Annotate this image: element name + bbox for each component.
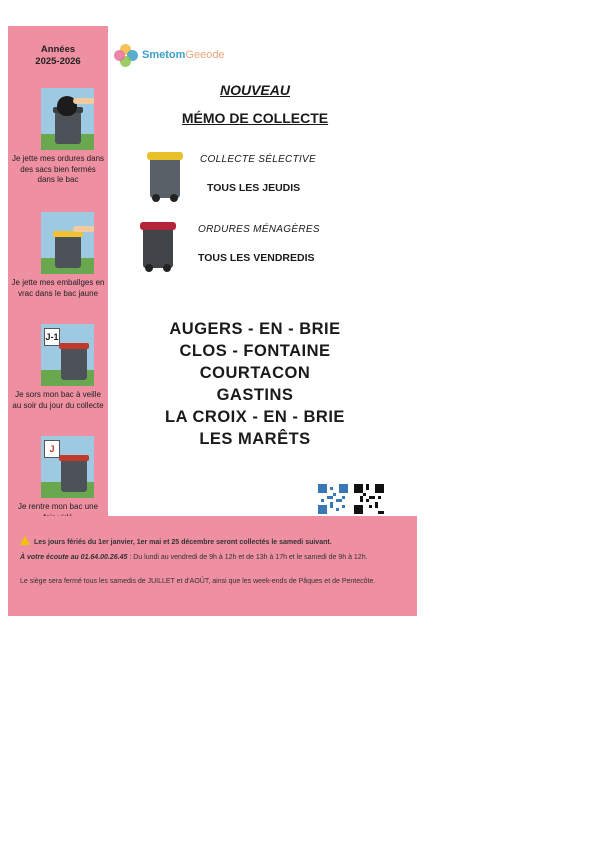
household-waste-bin-icon	[143, 228, 173, 268]
bin-calendar-icon	[41, 324, 94, 386]
calendar-label: J-1	[44, 328, 60, 346]
page-title-memo: MÉMO DE COLLECTE	[181, 110, 329, 126]
footer-panel	[8, 516, 417, 616]
bag-in-bin-icon	[41, 88, 94, 150]
years-label: Années	[40, 44, 76, 55]
yellow-bin-icon	[41, 212, 94, 274]
closure-info: Le siège sera fermé tous les samedis de JUILLET et d'AOÛT, ainsi que les week-ends de Pâques et de Pentecôte.	[20, 578, 376, 585]
qr-code-icon[interactable]	[354, 484, 384, 514]
collection-type: COLLECTE SÉLECTIVE	[200, 154, 316, 165]
collection-day: TOUS LES VENDREDIS	[198, 252, 315, 264]
step-caption: Je jette mes emballges en vrac dans le bac jaune	[11, 278, 105, 298]
collection-day: TOUS LES JEUDIS	[207, 182, 301, 194]
warning-icon	[20, 536, 30, 545]
holiday-notice-text: Les jours fériés du 1er janvier, 1er mai et 25 décembre seront collectés le samedi suivant.	[34, 539, 332, 546]
town-name: LES MARÊTS	[199, 430, 311, 448]
step-caption: Je sors mon bac à veille au soir du jour du collecte	[12, 390, 104, 410]
page-title-new: NOUVEAU	[219, 82, 290, 98]
sidebar-panel	[8, 26, 108, 516]
contact-label: À votre écoute au 01.64.00.26.45	[20, 554, 128, 561]
recycling-bin-icon	[150, 158, 180, 198]
town-name: AUGERS - EN - BRIE	[169, 320, 341, 338]
brand-bold: Smetom	[142, 49, 186, 61]
town-name: GASTINS	[216, 386, 294, 404]
holiday-notice	[20, 536, 410, 546]
step-caption: Je jette mes ordures dans des sacs bien fermés dans le bac	[11, 154, 105, 184]
years-heading	[8, 44, 108, 68]
brand-name	[142, 49, 225, 61]
step-caption: Je rentre mon bac une	[17, 502, 99, 511]
town-name: CLOS - FONTAINE	[179, 342, 331, 360]
contact-info	[20, 553, 410, 563]
flower-logo-icon	[114, 44, 138, 68]
collection-type: ORDURES MÉNAGÈRES	[198, 224, 320, 235]
town-name: LA CROIX - EN - BRIE	[165, 408, 345, 426]
qr-code-icon[interactable]	[318, 484, 348, 514]
bin-calendar-icon	[41, 436, 94, 498]
smetom-logo	[114, 44, 264, 70]
town-name: COURTACON	[199, 364, 311, 382]
brand-light: Geeode	[185, 49, 225, 61]
towns-list	[150, 318, 360, 450]
calendar-label: J	[44, 440, 60, 458]
years-range: 2025-2026	[35, 56, 81, 67]
contact-hours: : Du lundi au vendredi de 9h à 12h et de 13h à 17h et le samedi de 9h à 12h.	[127, 554, 368, 561]
